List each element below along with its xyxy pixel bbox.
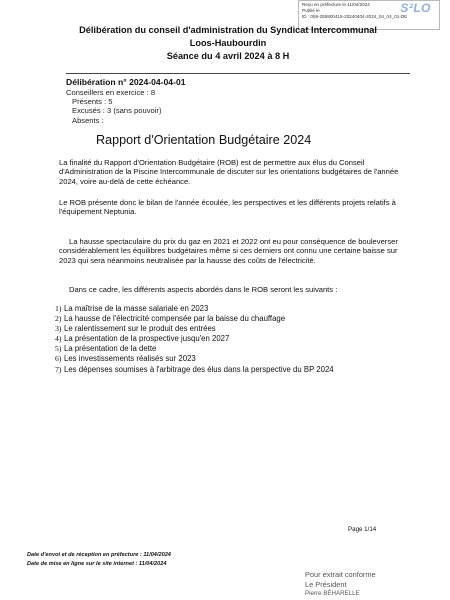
- signature-role: Le Président: [305, 579, 347, 589]
- header-title: Délibération du conseil d'administration du Syndicat Intercommunal: [79, 25, 377, 35]
- attendance-presents: Présents : 5: [72, 97, 113, 107]
- stamp-id: ID : 059-255900415-20240404-2024_04_04_01-DE: [302, 14, 408, 20]
- report-title: Rapport d'Orientation Budgétaire 2024: [96, 133, 312, 147]
- paragraph-summary: Le ROB présente donc le bilan de l'année écoulée, les perspectives et les différents projets relatifs à l'équipement Neptunia.: [59, 198, 396, 217]
- header-location: Loos-Haubourdin: [189, 38, 267, 48]
- s2lo-logo: S²LO: [400, 1, 431, 15]
- footer-online-date: Date de mise en ligne sur le site internet : 11/04/2024: [27, 561, 167, 567]
- paragraph-framework: Dans ce cadre, les différents aspects abordés dans le ROB seront les suivants :: [69, 285, 338, 294]
- stamp-published: Publié le: [302, 8, 320, 14]
- topics-list: [55, 304, 334, 375]
- signature-extract: Pour extrait conforme: [305, 570, 376, 579]
- attendance-excuses: Excusés : 3 (sans pouvoir): [72, 106, 162, 116]
- list-item: 4) La présentation de la prospective jusqu'en 2027: [55, 334, 230, 344]
- deliberation-number: Délibération n° 2024-04-04-01: [66, 77, 186, 87]
- paragraph-purpose: La finalité du Rapport d'Orientation Budgétaire (ROB) est de permettre aux élus du Conseil d'Administration de la Piscine Intercommunale de discuter sur les orientations budgétaires de l'année 2024, voire au-delà de cette échéance.: [59, 158, 399, 186]
- attendance-absents: Absents :: [72, 115, 104, 125]
- signature-block: [305, 570, 376, 599]
- header-session: Séance du 4 avril 2024 à 8 H: [166, 51, 290, 61]
- paragraph-gas-prices: La hausse spectaculaire du prix du gaz en 2021 et 2022 ont eu pour conséquence de bouleverser considérablement les équilibres budgétaires même si ces derniers ont connu une certaine baisse sur 2023 qui sera néanmoins neutralisée par la hausse des coûts de l'électricité.: [59, 237, 398, 265]
- list-item: 2) La hausse de l'électricité compensée par la baisse du chauffage: [55, 314, 286, 324]
- attendance-block: [66, 88, 161, 125]
- header-divider: [66, 73, 410, 74]
- list-item: 1) La maîtrise de la masse salariale en 2023: [55, 304, 209, 313]
- list-item: 5) La présentation de la dette: [55, 344, 157, 354]
- document-header: [40, 24, 416, 63]
- footer-sent-date: Date d'envoi et de réception en préfecture : 11/04/2024: [27, 552, 171, 558]
- list-item: 3) Le ralentissement sur le produit des entrées: [55, 324, 216, 334]
- attendance-conseillers: Conseillers en exercice : 8: [66, 88, 156, 97]
- page-number: Page 1/14: [348, 526, 377, 533]
- signature-name: Pierre BÉHARELLE: [305, 590, 360, 598]
- list-item: 6) Les investissements réalisés sur 2023: [55, 354, 196, 364]
- list-item: 7) Les dépenses soumises à l'arbitrage des élus dans la perspective du BP 2024: [55, 364, 334, 374]
- stamp-received-date: Reçu en préfecture le 11/04/2024: [302, 2, 370, 7]
